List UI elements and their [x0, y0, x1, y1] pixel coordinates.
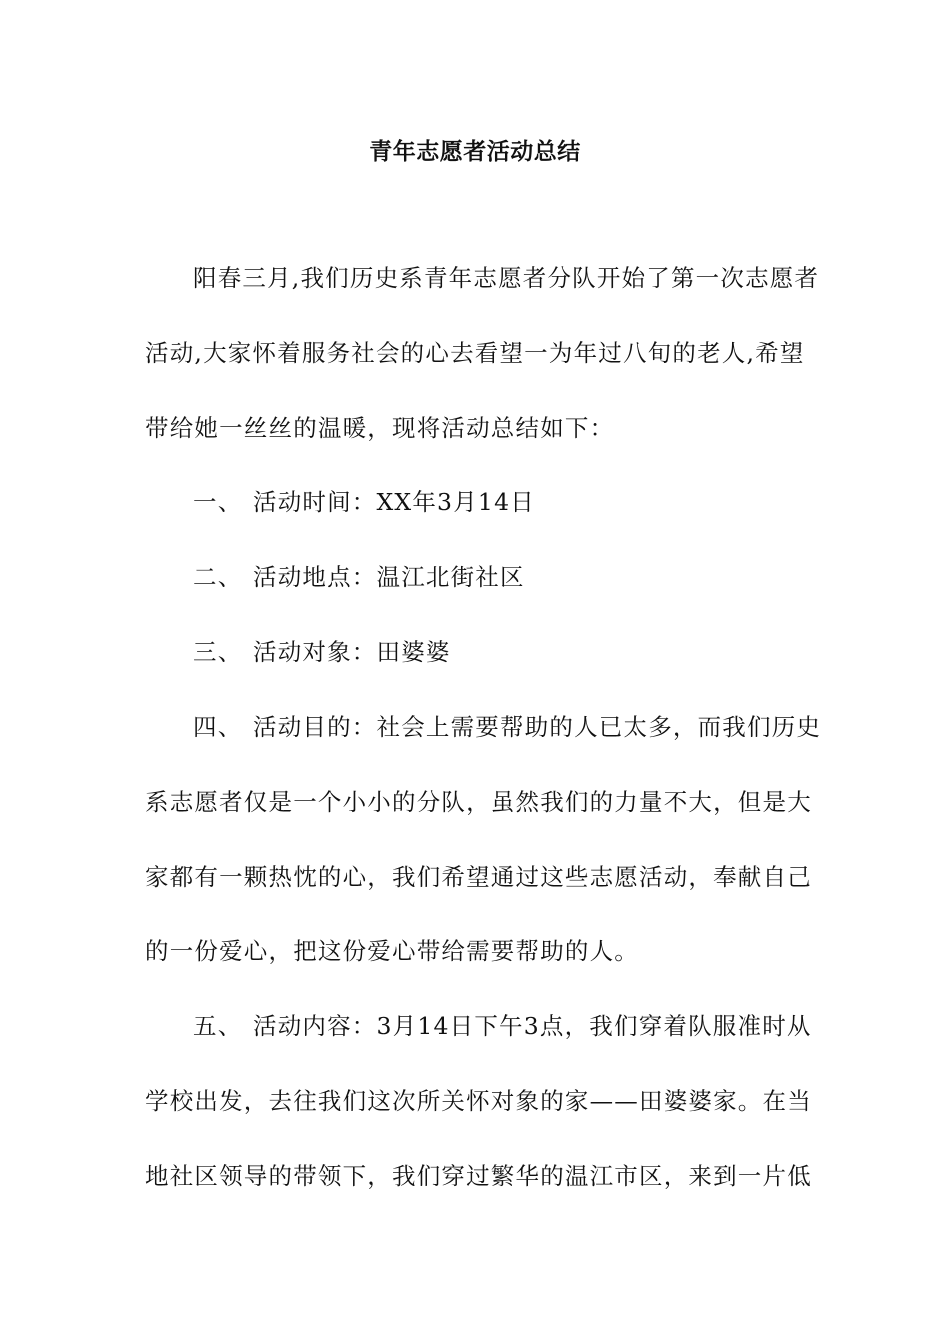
item-5-text-line-1: 活动内容：3月14日下午3点，我们穿着队服准时从 [253, 1012, 812, 1040]
intro-line-1: 阳春三月,我们历史系青年志愿者分队开始了第一次志愿者 [193, 264, 820, 292]
item-2-number: 二、 [193, 563, 243, 591]
item-1-text: 活动时间：XX年3月14日 [253, 488, 535, 516]
document-title: 青年志愿者活动总结 [369, 139, 581, 165]
item-5-number: 五、 [193, 1012, 243, 1040]
item-3 [193, 634, 863, 670]
item-5-text-line-3: 地社区领导的带领下，我们穿过繁华的温江市区，来到一片低 [145, 1162, 812, 1190]
item-1 [193, 484, 863, 520]
item-2-text: 活动地点：温江北街社区 [253, 563, 525, 591]
item-2 [193, 559, 863, 595]
item-4-text-line-4: 的一份爱心，把这份爱心带给需要帮助的人。 [145, 937, 639, 965]
intro-line-2: 活动,大家怀着服务社会的心去看望一为年过八旬的老人,希望 [145, 339, 805, 367]
item-4-text-line-3: 家都有一颗热忱的心，我们希望通过这些志愿活动，奉献自己 [145, 863, 812, 891]
item-3-text: 活动对象：田婆婆 [253, 638, 451, 666]
item-5 [193, 1008, 863, 1044]
item-4-number: 四、 [193, 713, 243, 741]
item-1-number: 一、 [193, 488, 243, 516]
item-3-number: 三、 [193, 638, 243, 666]
item-5-text-line-2: 学校出发，去往我们这次所关怀对象的家——田婆婆家。在当 [145, 1087, 812, 1115]
item-4-text-line-1: 活动目的：社会上需要帮助的人已太多，而我们历史 [253, 713, 822, 741]
item-4 [193, 709, 863, 745]
intro-line-3: 带给她一丝丝的温暖，现将活动总结如下： [145, 414, 615, 442]
item-4-text-line-2: 系志愿者仅是一个小小的分队，虽然我们的力量不大，但是大 [145, 788, 812, 816]
